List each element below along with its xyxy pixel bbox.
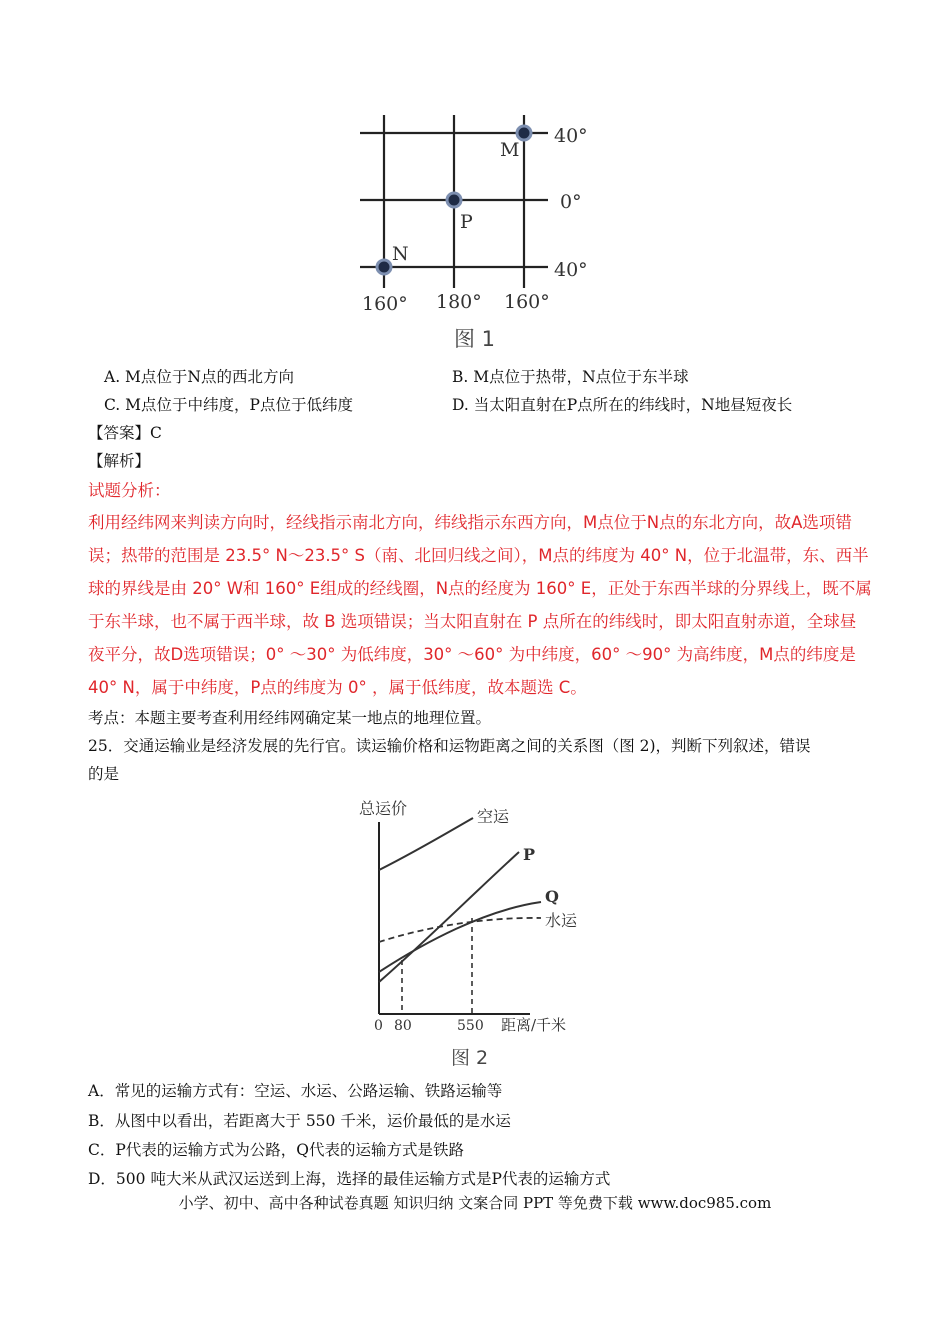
label-q: Q <box>545 887 559 906</box>
point-n-marker <box>377 260 391 274</box>
q24-analysis-line-3: 球的界线是由 20° W和 160° E组成的经线圈，N点的经度为 160° E，正处于东西半球的分界线上，既不属 <box>88 579 872 598</box>
label-p: P <box>523 845 536 864</box>
lon-label-middle: 180° <box>436 291 482 313</box>
q24-kaodian: 考点：本题主要考查利用经纬网确定某一地点的地理位置。 <box>88 709 492 727</box>
q24-analysis-heading: 【解析】 <box>88 452 151 470</box>
q25-option-b: B．从图中以看出，若距离大于 550 千米，运价最低的是水运 <box>88 1112 511 1130</box>
lon-label-left: 160° <box>362 293 408 315</box>
q25-stem-line-2: 的是 <box>88 765 120 783</box>
curve-water-transport <box>379 918 541 942</box>
q25-stem-line-1: 25．交通运输业是经济发展的先行官。读运输价格和运物距离之间的关系图（图 2)，判断下列叙述，错误 <box>88 737 811 755</box>
page-footer: 小学、初中、高中各种试卷真题 知识归纳 文案合同 PPT 等免费下载 www.doc985.com <box>178 1194 772 1212</box>
q24-option-b: B. M点位于热带，N点位于东半球 <box>452 368 689 386</box>
lat-label-top: 40° <box>554 125 588 147</box>
lat-label-bottom: 40° <box>554 259 588 281</box>
point-m-label: M <box>500 139 520 161</box>
figure-2-caption: 图 2 <box>451 1047 489 1069</box>
q24-analysis-line-2: 误；热带的范围是 23.5° N～23.5° S（南、北回归线之间），M点的纬度为 40° N，位于北温带，东、西半 <box>88 546 869 565</box>
figure-1-grid-map <box>350 110 610 355</box>
lat-label-middle: 0° <box>560 191 582 213</box>
label-water-transport: 水运 <box>545 911 578 930</box>
x-tick-80: 80 <box>394 1018 412 1034</box>
point-m-marker <box>517 126 531 140</box>
q24-analysis-line-1: 利用经纬网来判读方向时，经线指示南北方向，纬线指示东西方向，M点位于N点的东北方向，故A选项错 <box>88 513 852 532</box>
q24-option-a: A. M点位于N点的西北方向 <box>104 368 294 386</box>
x-tick-550: 550 <box>457 1018 484 1034</box>
q24-analysis-line-6: 40° N，属于中纬度，P点的纬度为 0° ，属于低纬度，故本题选 C。 <box>88 678 587 697</box>
figure-2-price-distance-chart <box>355 792 595 1072</box>
q24-option-d: D. 当太阳直射在P点所在的纬线时，N地昼短夜长 <box>452 396 793 414</box>
point-p-label: P <box>460 211 473 233</box>
q24-analysis-line-5: 夜平分，故D选项错误；0° ～30° 为低纬度，30° ～60° 为中纬度，60° ～90° 为高纬度，M点的纬度是 <box>88 645 856 664</box>
point-p-marker <box>447 193 461 207</box>
q24-answer: 【答案】C <box>88 424 162 442</box>
point-n-label: N <box>392 243 409 265</box>
x-axis-label: 距离/千米 <box>501 1016 567 1034</box>
label-air-transport: 空运 <box>477 807 510 826</box>
x-tick-0: 0 <box>374 1018 383 1034</box>
q25-option-a: A．常见的运输方式有：空运、水运、公路运输、铁路运输等 <box>88 1082 503 1100</box>
q24-analysis-line-4: 于东半球，也不属于西半球，故 B 选项错误；当太阳直射在 P 点所在的纬线时，即太阳直射赤道，全球昼 <box>88 612 857 631</box>
q24-option-c: C. M点位于中纬度，P点位于低纬度 <box>104 396 353 414</box>
q25-option-c: C．P代表的运输方式为公路，Q代表的运输方式是铁路 <box>88 1141 464 1159</box>
curve-p <box>379 852 519 982</box>
y-axis-label: 总运价 <box>359 799 408 818</box>
figure-1-caption: 图 1 <box>454 327 496 351</box>
curve-air-transport <box>379 818 473 870</box>
q25-option-d: D．500 吨大米从武汉运送到上海，选择的最佳运输方式是P代表的运输方式 <box>88 1170 611 1188</box>
lon-label-right: 160° <box>504 291 550 313</box>
q24-analysis-title: 试题分析： <box>88 481 171 500</box>
